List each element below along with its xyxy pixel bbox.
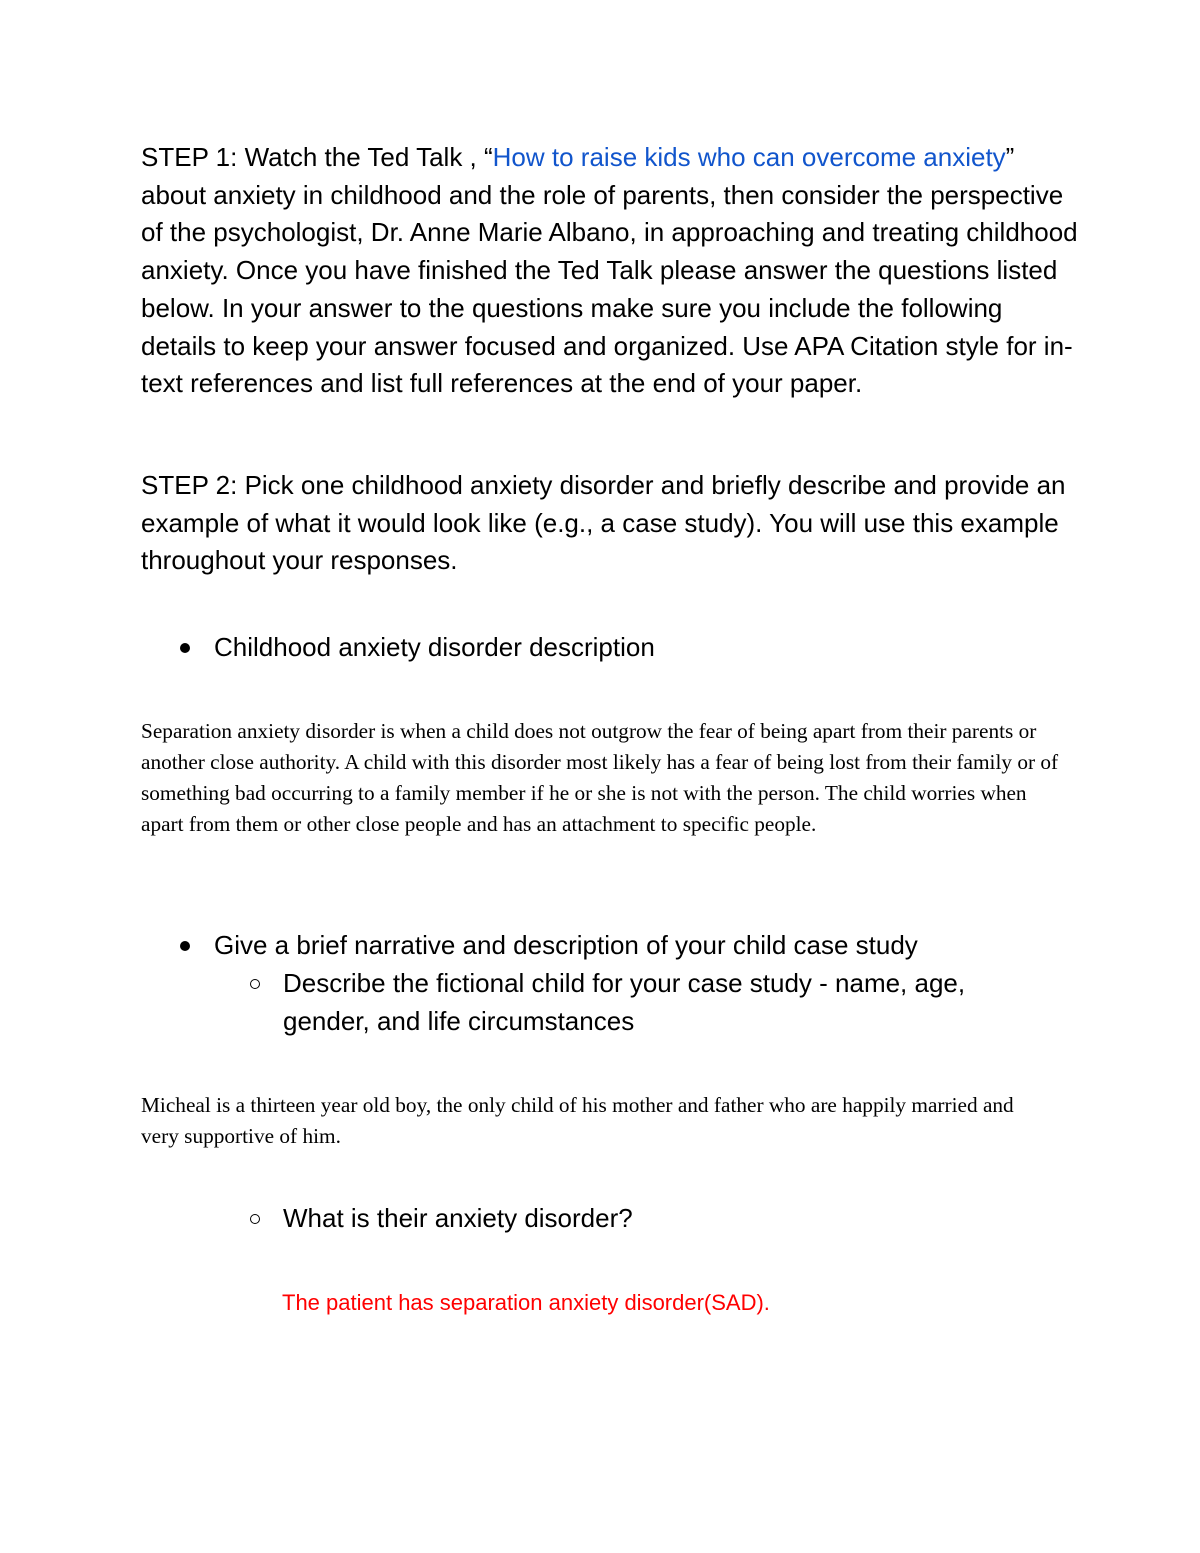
bullet-circle-icon <box>250 1214 260 1224</box>
bullet-disc-icon <box>180 643 190 653</box>
step1-paragraph <box>141 139 1081 403</box>
bullet-case-study <box>180 927 1080 965</box>
bullet-disorder-description-text: Childhood anxiety disorder description <box>214 632 655 662</box>
step1-prefix: STEP 1: Watch the Ted Talk , “ <box>141 142 493 172</box>
bullet-disc-icon <box>180 941 190 951</box>
step1-suffix: ” about anxiety in childhood and the role of parents, then consider the perspective of the psychologist, Dr. Anne Marie Albano, in approaching and treating childhood anxiety. Once you have finished the Ted Talk please answer the questions listed below. In your answer to the questions make sure you include the following details to keep your answer focused and organized. Use APA Citation style for in-text references and list full references at the end of your paper. <box>141 142 1078 399</box>
bullet-circle-icon <box>250 979 260 989</box>
subbullet-describe-child-text: Describe the fictional child for your case study - name, age, gender, and life circumstances <box>283 968 966 1036</box>
subbullet-what-disorder <box>250 1200 1050 1238</box>
subbullet-what-disorder-text: What is their anxiety disorder? <box>283 1203 633 1233</box>
ted-talk-link[interactable]: How to raise kids who can overcome anxiety <box>492 142 1006 172</box>
bullet-disorder-description <box>180 629 1080 667</box>
subbullet-describe-child <box>250 965 1050 1040</box>
step2-paragraph: STEP 2: Pick one childhood anxiety disorder and briefly describe and provide an example of what it would look like (e.g., a case study). You will use this example throughout your responses. <box>141 470 1066 576</box>
answer-what-disorder: The patient has separation anxiety disorder(SAD). <box>282 1290 770 1315</box>
answer-disorder-description: Separation anxiety disorder is when a child does not outgrow the fear of being apart from their parents or another close authority. A child with this disorder most likely has a fear of being lost from their family or of something bad occurring to a family member if he or she is not with the person. The child worries when apart from them or other close people and has an attachment to specific people. <box>141 719 1059 836</box>
bullet-case-study-text: Give a brief narrative and description of your child case study <box>214 930 918 960</box>
answer-child-description: Micheal is a thirteen year old boy, the only child of his mother and father who are happily married and very supportive of him. <box>141 1093 1014 1148</box>
